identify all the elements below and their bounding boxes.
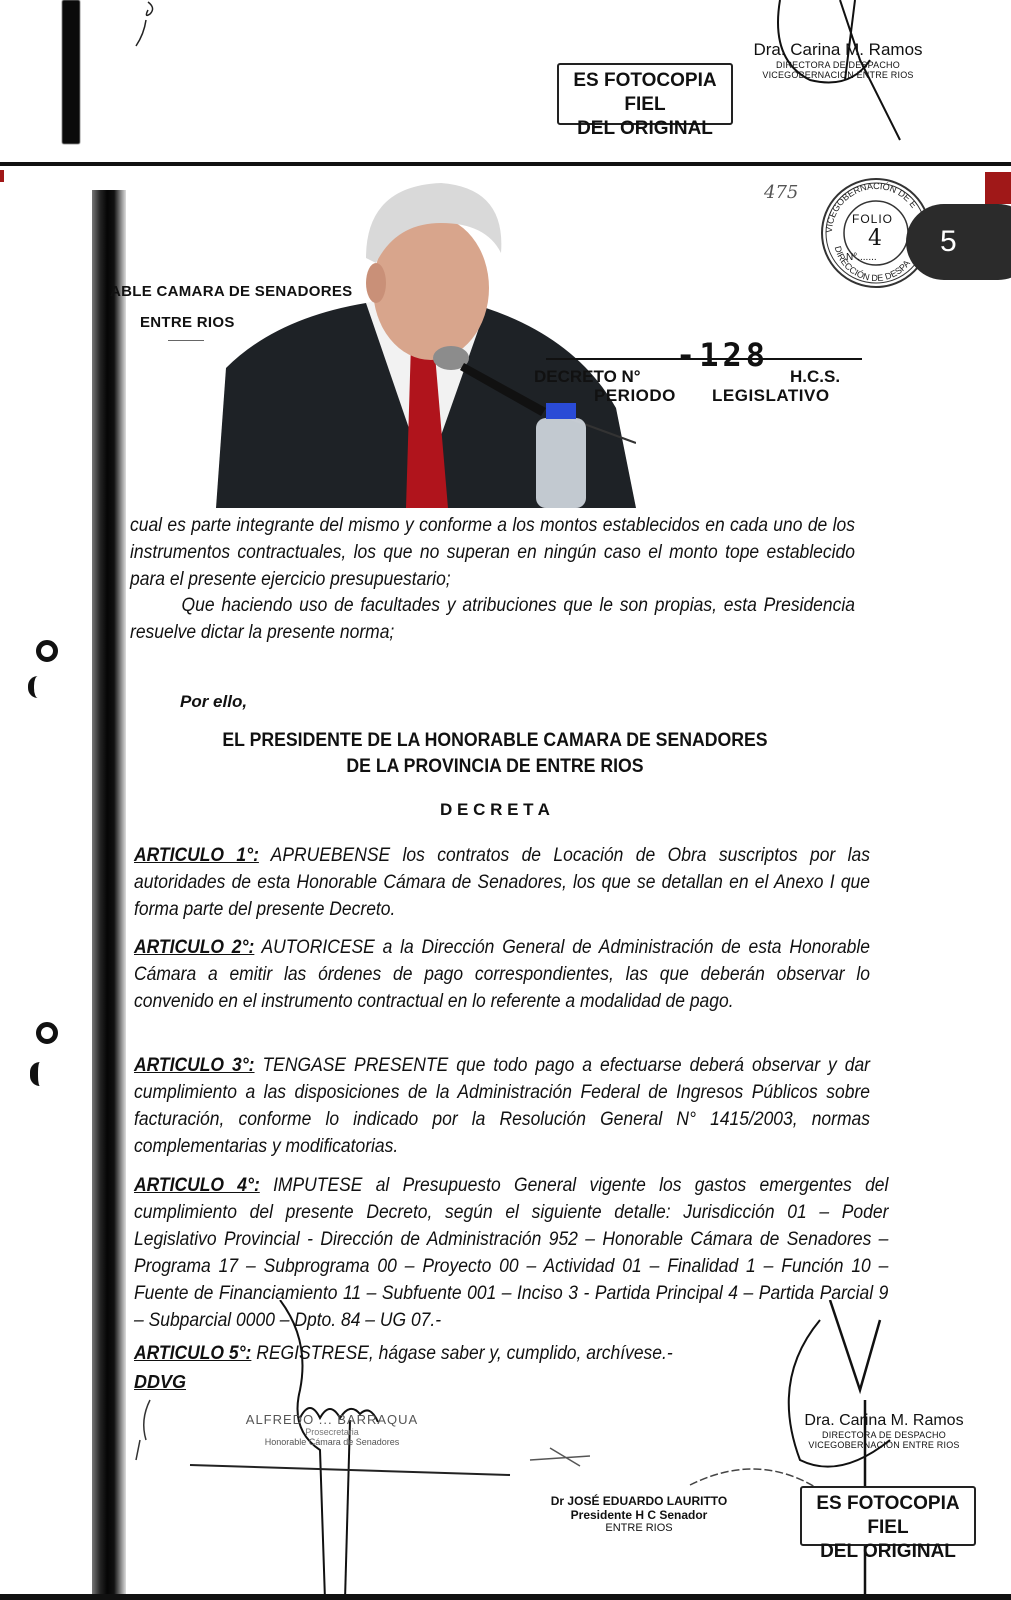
handwritten-mark-icon — [128, 0, 168, 55]
binder-shadow — [62, 0, 80, 144]
signer-right-title: DIRECTORA DE DESPACHO — [822, 1430, 946, 1440]
red-corner-mark-right — [985, 172, 1011, 204]
bottom-edge — [0, 1594, 1011, 1600]
red-corner-mark — [0, 170, 4, 182]
president-name: Dr JOSÉ EDUARDO LAURITTO — [550, 1494, 728, 1508]
province-heading: ENTRE RIOS — [140, 314, 235, 331]
punch-hole-icon — [30, 1062, 52, 1086]
article-3-label: ARTICULO 3°: — [134, 1055, 255, 1076]
article-2-label: ARTICULO 2°: — [134, 937, 255, 958]
signer-name: Dra. Carina M. Ramos — [753, 40, 923, 59]
decree-underline — [546, 358, 862, 360]
paragraph-facultades: Que haciendo uso de facultades y atribuciones que le son propias, esta Presidencia resuelve dictar la presente norma; — [130, 595, 855, 643]
signer-office: VICEGOBERNACION ENTRE RIOS — [762, 70, 914, 80]
article-4-text: IMPUTESE al Presupuesto General vigente los gastos emergentes del cumplimiento del presente Decreto, según el siguiente detalle: Jurisdicción 01 – Poder Legislativo Provincial - Dirección de Administración 952 – Honorable Cámara de Senadores – Programa 17 – Subprograma 00 – Proyecto 00 – Actividad 01 – Finalidad 1 – Función 10 – Fuente de Financiamiento 11 – Subfuente 001 – Inciso 3 - Partida Principal 4 – Partida Parcial 9 – Subparcial 0000 – Dpto. 84 – UG 07.- — [134, 1175, 889, 1331]
person-photo-icon — [216, 178, 636, 508]
signature-scribble-icon — [760, 0, 910, 150]
signer-left-name: ALFREDO ... BARRAQUA — [245, 1412, 419, 1427]
svg-text:VICEGOBERNACIÓN DE E: VICEGOBERNACIÓN DE E — [823, 180, 920, 234]
article-1-text: APRUEBENSE los contratos de Locación de Obra suscriptos por las autoridades de esta Honorable Cámara de Senadores, los que se detallan en el Anexo I que forma parte del presente Decreto. — [134, 845, 870, 920]
speaker-photo — [216, 178, 636, 508]
punch-hole-icon — [28, 676, 46, 698]
article-2 — [134, 934, 870, 1015]
certified-line-2: DEL ORIGINAL — [820, 1540, 956, 1562]
top-page-fragment — [0, 0, 1011, 160]
punch-hole-icon — [36, 1022, 58, 1044]
signer-left-title: Prosecretaria — [305, 1427, 359, 1437]
period-label: PERIODO — [594, 386, 676, 405]
institution-heading: ABLE CAMARA DE SENADORES — [110, 283, 353, 300]
authority-line-2: DE LA PROVINCIA DE ENTRE RIOS — [346, 756, 644, 777]
certified-line-1: ES FOTOCOPIA FIEL — [573, 70, 717, 115]
certified-line-2: DEL ORIGINAL — [577, 117, 713, 139]
article-5-text: REGISTRESE, hágase saber y, cumplido, archívese.- — [251, 1343, 673, 1364]
decreta-heading: D E C R E T A — [440, 800, 550, 819]
seal-number-label: N°....... — [846, 252, 877, 263]
svg-text:DIRECCIÓN DE DESPA: DIRECCIÓN DE DESPA — [832, 244, 912, 284]
certified-copy-stamp-bottom — [800, 1486, 976, 1562]
signer-title: DIRECTORA DE DESPACHO — [776, 60, 900, 70]
decree-label: DECRETO N° — [534, 367, 641, 386]
page-count-value: 5 — [940, 225, 957, 258]
legislative-label: LEGISLATIVO — [712, 386, 830, 405]
handwritten-folio: 475 — [764, 182, 799, 203]
signer-president — [544, 1494, 734, 1534]
article-1 — [134, 842, 870, 923]
authority-heading — [174, 728, 816, 780]
signer-left-office: Honorable Cámara de Senadores — [264, 1437, 400, 1447]
seal-folio-label: FOLIO — [852, 212, 894, 226]
article-3-text: TENGASE PRESENTE que todo pago a efectuarse deberá observar y dar cumplimiento a las disposiciones de la Administración Federal de Ingresos Públicos sobre facturación, conforme lo indicado por la Resolución General N° 1415/2003, normas complementarias y modificatorias. — [134, 1055, 870, 1157]
certified-copy-stamp-top — [557, 63, 733, 139]
article-1-label: ARTICULO 1°: — [134, 845, 259, 866]
heading-rule — [168, 340, 204, 341]
page-divider — [0, 162, 1011, 166]
punch-hole-icon — [36, 640, 58, 662]
article-2-text: AUTORICESE a la Dirección General de Administración de esta Honorable Cámara a emitir las órdenes de pago correspondientes, las que deberán observar lo convenido en el instrumento contractual en lo referente a modalidad de pago. — [134, 937, 870, 1012]
initials: DDVG — [134, 1372, 187, 1392]
article-4-label: ARTICULO 4°: — [134, 1175, 260, 1196]
signer-right-name: Dra. Carina M. Ramos — [804, 1412, 964, 1429]
decree-number: -128 — [676, 336, 770, 374]
seal-folio-number: 4 — [868, 226, 882, 251]
por-ello: Por ello, — [180, 692, 248, 711]
president-title: Presidente H C Senador — [570, 1508, 708, 1522]
certified-line-1: ES FOTOCOPIA FIEL — [816, 1493, 960, 1538]
paragraph-montos: cual es parte integrante del mismo y conforme a los montos establecidos en cada uno de los instrumentos contractuales, los que no superan en ningún caso el monto tope establecido para el presente ejercicio presupuestario; — [130, 515, 855, 590]
decree-suffix: H.C.S. — [790, 367, 841, 386]
scan-binding-shadow — [92, 190, 126, 1600]
signer-right — [794, 1412, 974, 1450]
article-3 — [134, 1052, 870, 1160]
article-5-label: ARTICULO 5°: — [134, 1343, 252, 1364]
page-count-badge — [906, 204, 1011, 280]
signer-right-office: VICEGOBERNACION ENTRE RIOS — [808, 1440, 960, 1450]
authority-line-1: EL PRESIDENTE DE LA HONORABLE CAMARA DE SENADORES — [222, 730, 768, 751]
president-place: ENTRE RIOS — [605, 1522, 673, 1534]
signer-left — [232, 1412, 432, 1447]
